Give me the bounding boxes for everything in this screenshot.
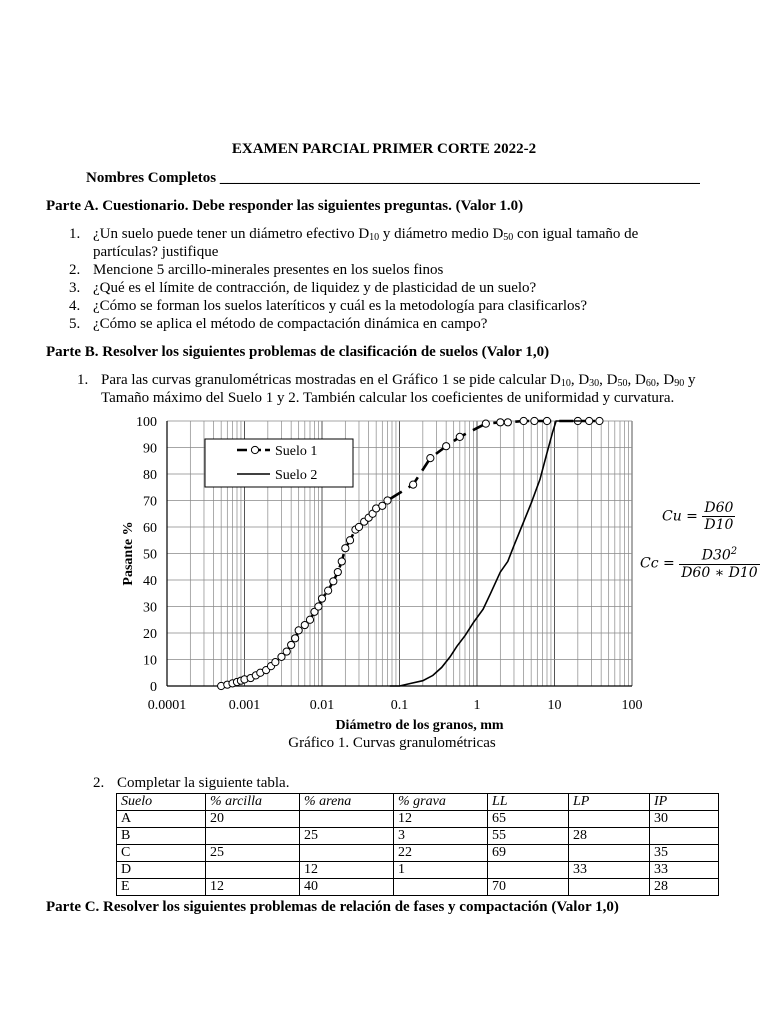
question-5 xyxy=(69,316,488,333)
cu-formula xyxy=(662,500,735,533)
question-text: ¿Qué es el límite de contracción, de liquidez y de plasticidad de un suelo? xyxy=(93,280,537,296)
data-point xyxy=(427,455,434,462)
cc-denominator: D60 ∗ D10 xyxy=(681,564,758,581)
cu-fraction xyxy=(702,500,735,533)
data-point xyxy=(272,659,279,666)
y-tick-label: 40 xyxy=(143,574,157,589)
y-tick-label: 10 xyxy=(143,653,157,669)
table-header-cell: IP xyxy=(650,794,719,811)
table-cell xyxy=(569,845,650,862)
question-text: con igual tamaño de xyxy=(513,226,639,242)
x-axis-label: Diámetro de los granos, mm xyxy=(335,718,504,733)
y-axis-label: Pasante % xyxy=(121,521,136,586)
data-point xyxy=(330,578,337,585)
table-cell: 20 xyxy=(206,811,300,828)
question-text: Mencione 5 arcillo-minerales presentes en los suelos finos xyxy=(93,262,444,278)
exam-title: EXAMEN PARCIAL PRIMER CORTE 2022-2 xyxy=(231,141,537,157)
y-tick-label: 100 xyxy=(136,415,157,430)
table-cell: 35 xyxy=(650,845,719,862)
data-point xyxy=(531,417,538,424)
table-cell: 30 xyxy=(650,811,719,828)
data-point xyxy=(295,627,302,634)
subscript: 30 xyxy=(589,378,600,389)
problem-text: Completar la siguiente tabla. xyxy=(117,775,290,791)
table-cell: 1 xyxy=(394,862,488,879)
names-label: Nombres Completos xyxy=(86,170,217,186)
question-number: 4. xyxy=(69,298,81,314)
separator: , D xyxy=(599,372,618,388)
table-cell: 22 xyxy=(394,845,488,862)
y-tick-label: 0 xyxy=(150,680,157,695)
table-header-cell: % grava xyxy=(394,794,488,811)
problem-number: 1. xyxy=(77,372,89,388)
data-point xyxy=(586,417,593,424)
table-cell xyxy=(394,879,488,896)
table-cell: D xyxy=(117,862,206,879)
table-cell: 12 xyxy=(206,879,300,896)
data-point xyxy=(497,419,504,426)
subscript: 10 xyxy=(560,378,571,389)
table-cell: C xyxy=(117,845,206,862)
table-cell: 70 xyxy=(488,879,569,896)
table-cell: A xyxy=(117,811,206,828)
table-cell: 3 xyxy=(394,828,488,845)
x-tick-label: 0.1 xyxy=(390,698,409,713)
data-point xyxy=(596,417,603,424)
table-row xyxy=(117,845,719,862)
cu-numerator: D60 xyxy=(704,500,734,516)
table-cell xyxy=(300,811,394,828)
names-line xyxy=(86,170,700,187)
soil-table xyxy=(116,793,719,896)
separator: , D xyxy=(627,372,646,388)
table-row xyxy=(117,879,719,896)
table-cell: 69 xyxy=(488,845,569,862)
data-point xyxy=(504,419,511,426)
question-3 xyxy=(69,280,537,297)
y-tick-label: 80 xyxy=(143,468,157,483)
y-tick-label: 90 xyxy=(143,441,157,457)
data-point xyxy=(443,443,450,450)
table-cell xyxy=(569,811,650,828)
legend-label-suelo-1: Suelo 1 xyxy=(275,444,318,459)
table-cell: 65 xyxy=(488,811,569,828)
separator: , D xyxy=(655,372,675,388)
data-point xyxy=(315,603,322,610)
x-tick-label: 0.01 xyxy=(309,698,335,713)
y-tick-label: 60 xyxy=(143,521,157,536)
cc-lhs: Cc = xyxy=(640,555,675,572)
data-point xyxy=(283,648,290,655)
question-number: 5. xyxy=(69,316,81,332)
data-point xyxy=(334,568,341,575)
data-point xyxy=(384,497,391,504)
table-cell: 28 xyxy=(650,879,719,896)
part-b-header: Parte B. Resolver los siguientes problemas de clasificación de suelos (Valor 1,0) xyxy=(46,344,550,360)
cc-numerator-base: D30 xyxy=(701,547,731,564)
data-point xyxy=(306,616,313,623)
data-point xyxy=(292,635,299,642)
subscript: 50 xyxy=(617,378,628,389)
table-row xyxy=(117,828,719,845)
legend-marker-suelo-1 xyxy=(251,446,258,453)
question-number: 2. xyxy=(69,262,81,278)
question-text: ¿Un suelo puede tener un diámetro efectivo D xyxy=(93,226,370,242)
data-point xyxy=(346,537,353,544)
cc-exponent: 2 xyxy=(730,546,738,557)
names-blank: ________________________________________________________________ xyxy=(219,170,700,186)
x-tick-label: 10 xyxy=(547,698,562,713)
cu-denominator: D10 xyxy=(704,517,734,533)
y-tick-label: 20 xyxy=(143,627,157,642)
table-cell: 55 xyxy=(488,828,569,845)
subscript: 60 xyxy=(645,378,656,389)
table-header-cell: LP xyxy=(569,794,650,811)
question-1-line-2: partículas? justifique xyxy=(93,244,219,260)
problem-number: 2. xyxy=(93,775,105,791)
table-cell: E xyxy=(117,879,206,896)
problem-1 xyxy=(77,372,696,389)
data-point xyxy=(342,545,349,552)
table-cell xyxy=(300,845,394,862)
subscript: 90 xyxy=(674,378,685,389)
data-point xyxy=(410,481,417,488)
table-row xyxy=(117,811,719,828)
data-point xyxy=(338,558,345,565)
table-cell: 25 xyxy=(300,828,394,845)
data-point xyxy=(456,433,463,440)
y-tick-label: 50 xyxy=(143,547,157,563)
table-cell: 40 xyxy=(300,879,394,896)
problem-text: Para las curvas granulométricas mostradas en el Gráfico 1 se pide calcular D xyxy=(101,372,561,388)
part-c-header: Parte C. Resolver los siguientes problemas de relación de fases y compactación (Valor 1,0) xyxy=(46,899,619,915)
data-point xyxy=(520,417,527,424)
question-1 xyxy=(69,226,639,243)
x-tick-label: 0.001 xyxy=(228,698,261,713)
table-header-cell: Suelo xyxy=(117,794,206,811)
chart-caption: Gráfico 1. Curvas granulométricas xyxy=(288,735,496,751)
data-point xyxy=(543,417,550,424)
table-header-cell: % arcilla xyxy=(206,794,300,811)
problem-text: y xyxy=(684,372,696,388)
question-text: ¿Cómo se forman los suelos lateríticos y cuál es la metodología para clasificarlos? xyxy=(93,298,588,314)
question-text: y diámetro medio D xyxy=(379,226,504,242)
question-number: 3. xyxy=(69,280,81,296)
table-cell: 25 xyxy=(206,845,300,862)
data-point xyxy=(325,587,332,594)
question-2 xyxy=(69,262,444,279)
subscript: 10 xyxy=(369,232,380,243)
question-4 xyxy=(69,298,588,315)
table-header-cell: LL xyxy=(488,794,569,811)
x-tick-label: 0.0001 xyxy=(147,698,187,713)
data-point xyxy=(318,595,325,602)
data-point xyxy=(482,420,489,427)
separator: , D xyxy=(570,372,590,388)
x-tick-label: 100 xyxy=(621,698,643,713)
table-cell xyxy=(488,862,569,879)
table-cell xyxy=(650,828,719,845)
data-point xyxy=(288,641,295,648)
table-cell xyxy=(206,828,300,845)
table-cell: 33 xyxy=(650,862,719,879)
cc-numerator xyxy=(679,546,760,565)
table-cell: 12 xyxy=(300,862,394,879)
table-header-cell: % arena xyxy=(300,794,394,811)
table-cell: 12 xyxy=(394,811,488,828)
table-cell xyxy=(206,862,300,879)
question-number: 1. xyxy=(69,226,81,242)
subscript: 50 xyxy=(503,232,514,243)
x-tick-label: 1 xyxy=(473,698,481,713)
table-cell: 33 xyxy=(569,862,650,879)
table-cell xyxy=(569,879,650,896)
table-header-row xyxy=(117,794,719,811)
table-row xyxy=(117,862,719,879)
table-cell: B xyxy=(117,828,206,845)
cc-fraction xyxy=(679,546,760,581)
cu-lhs: Cu = xyxy=(662,508,698,525)
problem-1-line-2: Tamaño máximo del Suelo 1 y 2. También calcular los coeficientes de uniformidad y curvatura. xyxy=(101,390,675,406)
cc-formula xyxy=(640,546,760,581)
legend-label-suelo-2: Suelo 2 xyxy=(275,468,318,483)
problem-2 xyxy=(93,775,290,792)
part-a-header: Parte A. Cuestionario. Debe responder las siguientes preguntas. (Valor 1.0) xyxy=(46,198,524,214)
table-cell: 28 xyxy=(569,828,650,845)
question-text: ¿Cómo se aplica el método de compactación dinámica en campo? xyxy=(93,316,488,332)
y-tick-label: 30 xyxy=(143,600,157,616)
y-tick-label: 70 xyxy=(143,494,157,510)
